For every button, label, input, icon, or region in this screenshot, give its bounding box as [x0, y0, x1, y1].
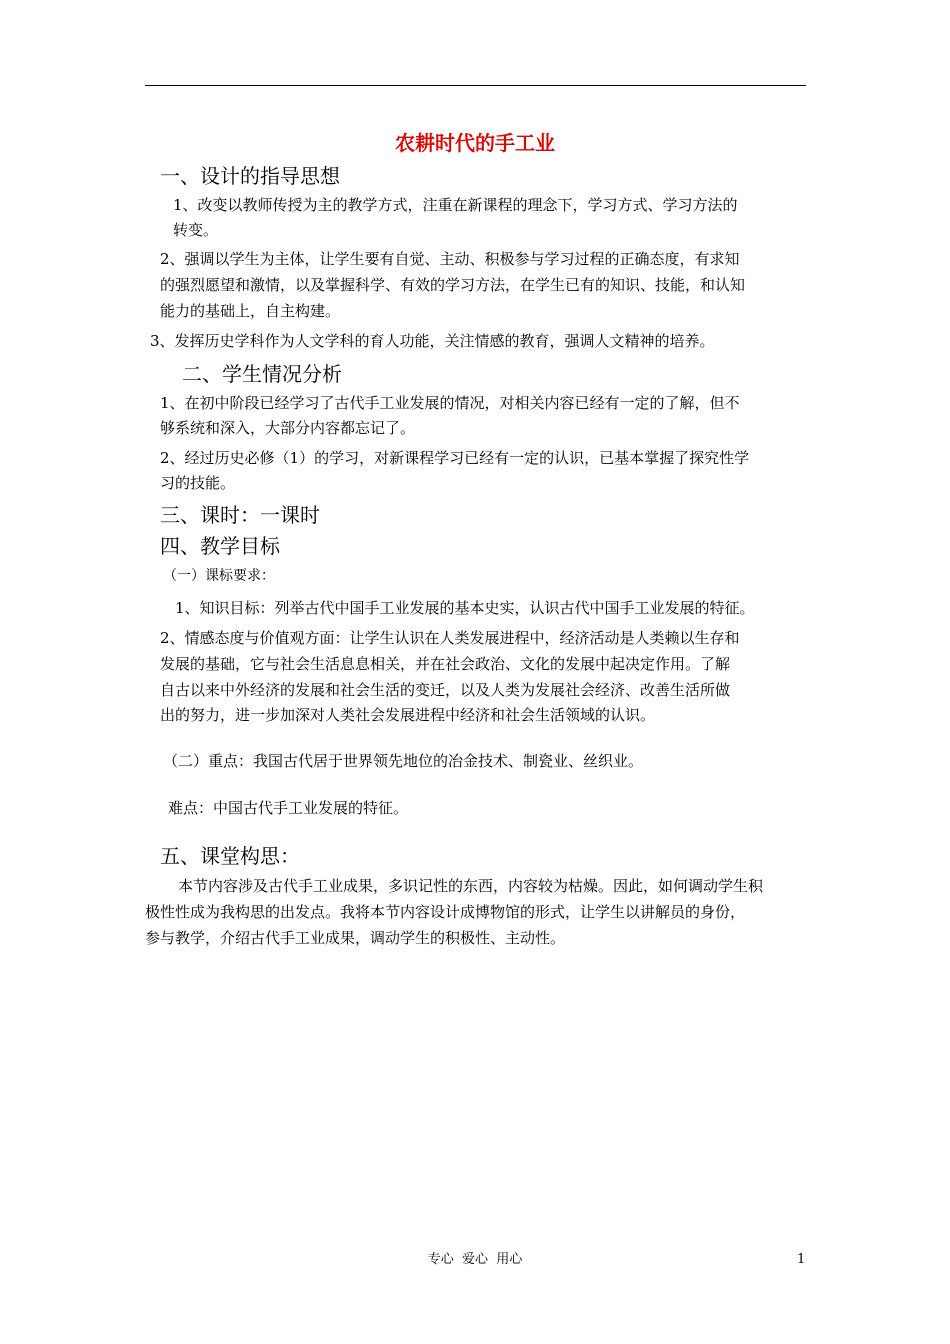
section-4-item-2-line-4: 出的努力，进一步加深对人类社会发展进程中经济和社会生活领域的认识。	[160, 706, 656, 724]
section-4-key-points: （二）重点：我国古代居于世界领先地位的冶金技术、制瓷业、丝织业。	[163, 752, 644, 770]
section-1-item-2-line-3: 能力的基础上，自主构建。	[160, 302, 341, 320]
section-5-heading: 五、课堂构思：	[160, 844, 300, 868]
section-2-item-2-line-2: 习的技能。	[160, 474, 236, 492]
section-2-item-2-line-1: 2、经过历史必修（1）的学习，对新课程学习已经有一定的认识，已基本掌握了探究性学	[160, 449, 750, 467]
section-4-heading: 四、教学目标	[160, 534, 280, 558]
section-1-item-3: 3、发挥历史学科作为人文学科的育人功能，关注情感的教育，强调人文精神的培养。	[150, 332, 715, 350]
section-3-heading: 三、课时：一课时	[160, 503, 320, 527]
header-rule	[145, 85, 806, 86]
section-1-item-1-line-2: 转变。	[173, 221, 219, 239]
section-4-sub-1: （一）课标要求：	[163, 568, 275, 584]
section-2-item-1-line-1: 1、在初中阶段已经学习了古代手工业发展的情况，对相关内容已经有一定的了解，但不	[160, 394, 740, 412]
section-5-para-line-1: 本节内容涉及古代手工业成果，多识记性的东西，内容较为枯燥。因此，如何调动学生积	[178, 877, 764, 895]
section-2-item-1-line-2: 够系统和深入，大部分内容都忘记了。	[160, 419, 416, 437]
section-4-item-1: 1、知识目标：列举古代中国手工业发展的基本史实，认识古代中国手工业发展的特征。	[175, 599, 755, 617]
document-title: 农耕时代的手工业	[395, 131, 555, 155]
footer-motto: 专心 爱心 用心	[427, 1252, 523, 1267]
section-1-heading: 一、设计的指导思想	[160, 164, 340, 188]
section-4-item-2-line-2: 发展的基础，它与社会生活息息相关，并在社会政治、文化的发展中起决定作用。了解	[160, 655, 731, 673]
section-5-para-line-2: 极性性成为我构思的出发点。我将本节内容设计成博物馆的形式，让学生以讲解员的身份，	[145, 903, 746, 921]
section-4-item-2-line-1: 2、情感态度与价值观方面：让学生认识在人类发展进程中，经济活动是人类赖以生存和	[160, 629, 740, 647]
page-number: 1	[797, 1252, 806, 1267]
section-5-para-line-3: 参与教学，介绍古代手工业成果，调动学生的积极性、主动性。	[145, 929, 566, 947]
section-1-item-2-line-2: 的强烈愿望和激情，以及掌握科学、有效的学习方法，在学生已有的知识、技能，和认知	[160, 276, 746, 294]
section-1-item-2-line-1: 2、强调以学生为主体，让学生要有自觉、主动、积极参与学习过程的正确态度，有求知	[160, 250, 740, 268]
section-2-heading: 二、学生情况分析	[182, 362, 342, 386]
section-1-item-1-line-1: 1、改变以教师传授为主的教学方式，注重在新课程的理念下，学习方式、学习方法的	[173, 196, 738, 214]
section-4-difficulty: 难点：中国古代手工业发展的特征。	[168, 799, 409, 817]
section-4-item-2-line-3: 自古以来中外经济的发展和社会生活的变迁，以及人类为发展社会经济、改善生活所做	[160, 681, 731, 699]
